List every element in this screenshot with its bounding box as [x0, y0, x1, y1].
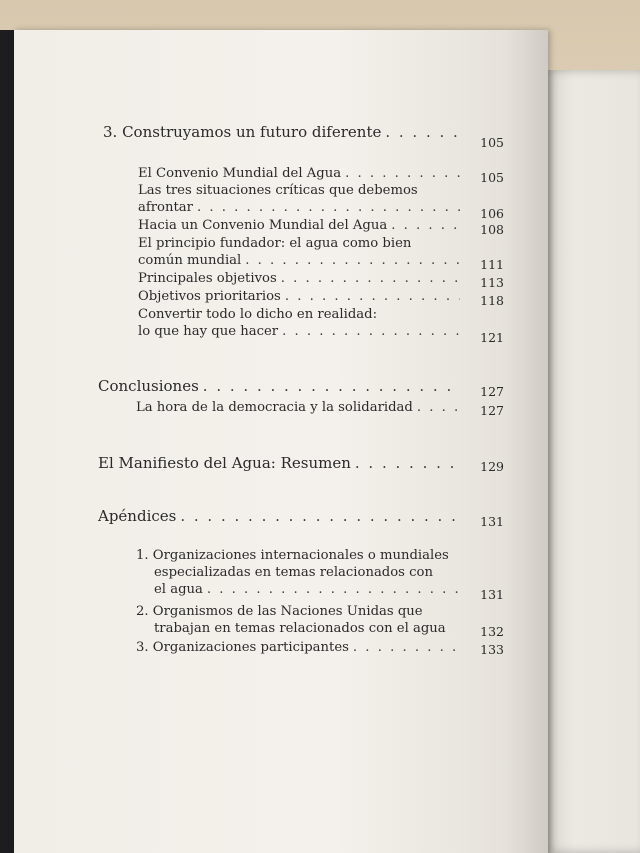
- leader-dots: [353, 639, 460, 656]
- toc-page-number: 105: [480, 170, 504, 185]
- toc-entry: [138, 306, 464, 340]
- toc-entry: [138, 182, 464, 216]
- toc-entry-title: Hacia un Convenio Mundial del Agua: [138, 218, 388, 233]
- leader-dots: [285, 288, 460, 305]
- toc-page-number: 132: [480, 624, 504, 639]
- toc-entry-title: Principales objetivos: [138, 271, 277, 286]
- toc-page-number: 127: [480, 403, 504, 418]
- toc-entry-title: 3. Organizaciones participantes: [136, 640, 349, 655]
- toc-entry-title-line: común mundial: [138, 253, 242, 268]
- book-page: [14, 30, 548, 853]
- toc-entry-title-line: trabajan en temas relacionados con el agua: [154, 621, 446, 636]
- toc-page-number: 121: [480, 330, 504, 345]
- toc-entry: [138, 235, 464, 269]
- toc-entry-title-line: el agua: [154, 582, 203, 597]
- toc-entry: [136, 603, 464, 637]
- leader-dots: [345, 165, 460, 182]
- leader-dots: [281, 270, 460, 287]
- leader-dots: [391, 217, 460, 234]
- toc-entry-title: Apéndices: [98, 507, 177, 525]
- leader-dots: [207, 581, 460, 598]
- toc-entry: [98, 508, 464, 525]
- toc-entry-title-line: especializadas en temas relacionados con: [154, 565, 433, 580]
- toc-entry-title-line: 2. Organismos de las Naciones Unidas que: [136, 604, 423, 619]
- toc-page-number: 133: [480, 642, 504, 657]
- table-of-contents: [14, 30, 548, 853]
- leader-dots: [180, 508, 460, 525]
- toc-entry: [103, 124, 463, 141]
- leader-dots: [385, 124, 459, 141]
- toc-entry-title: Objetivos prioritarios: [138, 289, 281, 304]
- toc-entry-title-line: Las tres situaciones críticas que debemos: [138, 183, 418, 198]
- toc-page-number: 108: [480, 222, 504, 237]
- toc-entry: [136, 547, 464, 598]
- book-cover-edge: [0, 30, 14, 853]
- toc-page-number: 118: [480, 293, 504, 308]
- leader-dots: [203, 378, 460, 395]
- leader-dots: [417, 399, 460, 416]
- toc-entry-title: El Manifiesto del Agua: Resumen: [98, 454, 351, 472]
- leader-dots: [245, 252, 460, 269]
- toc-page-number: 127: [480, 384, 504, 399]
- toc-entry-title: El Convenio Mundial del Agua: [138, 166, 342, 181]
- toc-entry: [98, 378, 464, 395]
- facing-page: [545, 70, 640, 853]
- toc-entry: [138, 217, 464, 234]
- toc-page-number: 131: [480, 514, 504, 529]
- toc-page-number: 113: [480, 275, 504, 290]
- toc-entry-title: Conclusiones: [98, 377, 199, 395]
- toc-entry: [138, 288, 464, 305]
- leader-dots: [197, 199, 460, 216]
- toc-entry: [136, 639, 464, 656]
- leader-dots: [355, 455, 460, 472]
- toc-entry-title-line: Convertir todo lo dicho en realidad:: [138, 307, 378, 322]
- toc-page-number: 129: [480, 459, 504, 474]
- toc-page-number: 106: [480, 206, 504, 221]
- toc-entry: [138, 270, 464, 287]
- toc-entry: [136, 399, 464, 416]
- toc-entry-title-line: afrontar: [138, 200, 193, 215]
- toc-entry-title: 3. Construyamos un futuro diferente: [103, 123, 382, 141]
- toc-entry: [138, 165, 464, 182]
- toc-entry: [98, 455, 464, 472]
- toc-page-number: 131: [480, 587, 504, 602]
- toc-entry-title-line: 1. Organizaciones internacionales o mundiales: [136, 548, 449, 563]
- toc-entry-title: La hora de la democracia y la solidaridad: [136, 400, 413, 415]
- toc-entry-title-line: El principio fundador: el agua como bien: [138, 236, 412, 251]
- toc-entry-title-line: lo que hay que hacer: [138, 324, 279, 339]
- toc-page-number: 105: [480, 135, 504, 150]
- toc-page-number: 111: [480, 257, 504, 272]
- leader-dots: [282, 323, 460, 340]
